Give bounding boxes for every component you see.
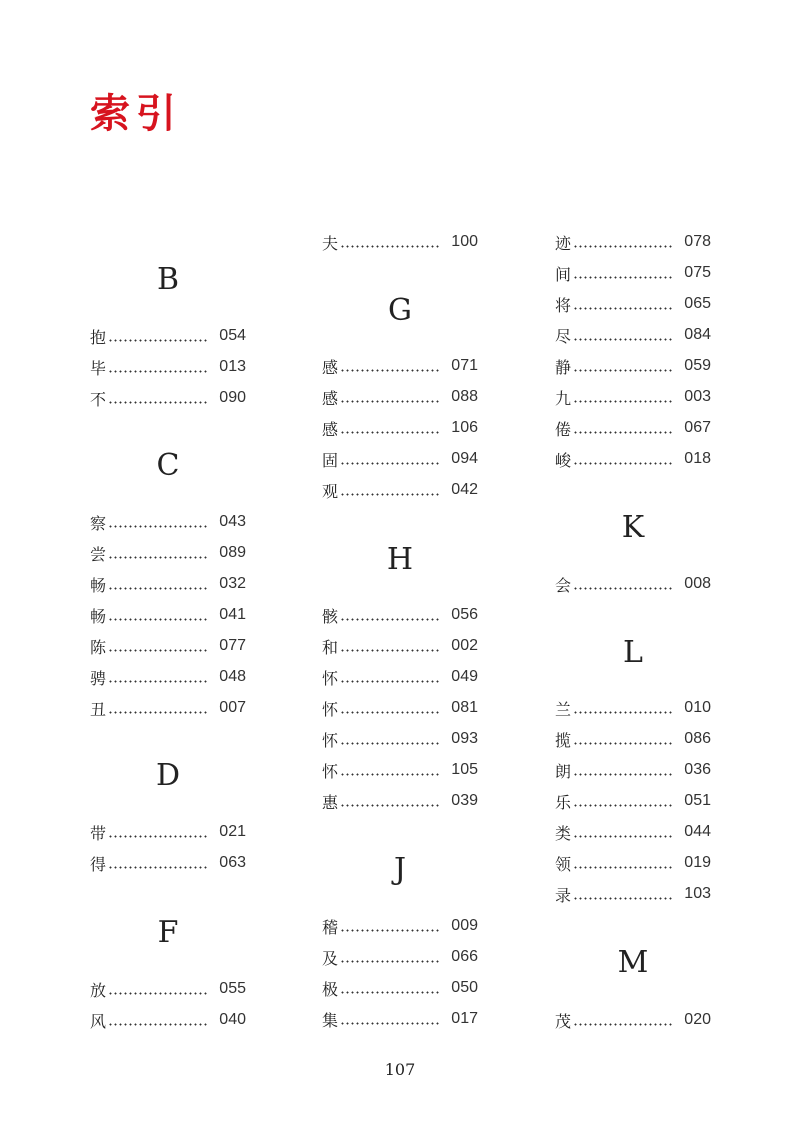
dot-leader — [573, 866, 672, 869]
entry-page-number: 065 — [684, 295, 711, 312]
entry-character: 尽 — [555, 326, 572, 346]
dot-leader — [573, 773, 672, 776]
index-entry — [555, 697, 711, 719]
entry-page-number: 007 — [219, 699, 246, 716]
entry-page-number: 041 — [219, 606, 246, 623]
index-entry — [322, 728, 478, 750]
entry-character: 及 — [322, 948, 339, 968]
entry-page-number: 055 — [219, 980, 246, 997]
dot-leader — [108, 525, 207, 528]
index-entry — [322, 977, 478, 999]
entry-page-number: 084 — [684, 326, 711, 343]
entry-character: 录 — [555, 885, 572, 905]
entry-character: 风 — [90, 1011, 107, 1031]
dot-leader — [108, 1023, 207, 1026]
entry-page-number: 050 — [451, 979, 478, 996]
dot-leader — [108, 556, 207, 559]
entry-page-number: 020 — [684, 1011, 711, 1028]
dot-leader — [108, 339, 207, 342]
section-letter: D — [155, 758, 181, 793]
dot-leader — [573, 307, 672, 310]
entry-character: 会 — [555, 575, 572, 595]
entry-character: 集 — [322, 1010, 339, 1030]
entry-page-number: 094 — [451, 450, 478, 467]
dot-leader — [573, 338, 672, 341]
entry-character: 固 — [322, 450, 339, 470]
entry-page-number: 093 — [451, 730, 478, 747]
entry-page-number: 013 — [219, 358, 246, 375]
section-letter: M — [617, 945, 649, 980]
entry-character: 感 — [322, 388, 339, 408]
entry-character: 怀 — [322, 699, 339, 719]
dot-leader — [108, 370, 207, 373]
entry-page-number: 010 — [684, 699, 711, 716]
section-letter: L — [623, 635, 643, 670]
entry-page-number: 088 — [451, 388, 478, 405]
dot-leader — [108, 680, 207, 683]
dot-leader — [340, 618, 439, 621]
index-entry — [90, 356, 246, 378]
entry-page-number: 032 — [219, 575, 246, 592]
section-letter: G — [388, 293, 412, 328]
dot-leader — [340, 462, 439, 465]
entry-page-number: 003 — [684, 388, 711, 405]
index-entry — [555, 852, 711, 874]
index-entry — [90, 387, 246, 409]
entry-character: 揽 — [555, 730, 572, 750]
dot-leader — [108, 866, 207, 869]
entry-page-number: 103 — [684, 885, 711, 902]
index-entry — [90, 511, 246, 533]
entry-page-number: 039 — [451, 792, 478, 809]
entry-character: 领 — [555, 854, 572, 874]
section-letter: B — [156, 262, 180, 297]
dot-leader — [573, 245, 672, 248]
dot-leader — [573, 462, 672, 465]
index-entry — [555, 324, 711, 346]
entry-page-number: 106 — [451, 419, 478, 436]
page-number: 107 — [384, 1060, 416, 1079]
dot-leader — [573, 587, 672, 590]
index-entry — [555, 262, 711, 284]
entry-page-number: 021 — [219, 823, 246, 840]
dot-leader — [573, 276, 672, 279]
entry-character: 毕 — [90, 358, 107, 378]
entry-character: 感 — [322, 357, 339, 377]
index-entry — [322, 790, 478, 812]
dot-leader — [108, 618, 207, 621]
index-entry — [90, 666, 246, 688]
entry-page-number: 056 — [451, 606, 478, 623]
section-letter: J — [393, 852, 407, 887]
index-entry — [322, 635, 478, 657]
index-entry — [322, 417, 478, 439]
entry-page-number: 017 — [451, 1010, 478, 1027]
index-entry — [555, 728, 711, 750]
entry-character: 带 — [90, 823, 107, 843]
entry-page-number: 105 — [451, 761, 478, 778]
dot-leader — [340, 1022, 439, 1025]
entry-character: 乐 — [555, 792, 572, 812]
entry-page-number: 066 — [451, 948, 478, 965]
dot-leader — [108, 835, 207, 838]
dot-leader — [340, 245, 439, 248]
index-entry — [90, 542, 246, 564]
entry-character: 丑 — [90, 699, 107, 719]
index-entry — [90, 604, 246, 626]
dot-leader — [573, 897, 672, 900]
index-entry — [322, 1008, 478, 1030]
entry-page-number: 067 — [684, 419, 711, 436]
entry-character: 静 — [555, 357, 572, 377]
entry-page-number: 036 — [684, 761, 711, 778]
index-entry — [322, 759, 478, 781]
dot-leader — [108, 992, 207, 995]
index-entry — [555, 790, 711, 812]
index-entry — [322, 697, 478, 719]
index-entry — [90, 635, 246, 657]
dot-leader — [108, 401, 207, 404]
entry-page-number: 054 — [219, 327, 246, 344]
index-entry — [90, 697, 246, 719]
dot-leader — [573, 431, 672, 434]
entry-character: 茂 — [555, 1011, 572, 1031]
dot-leader — [573, 835, 672, 838]
entry-character: 极 — [322, 979, 339, 999]
entry-character: 朗 — [555, 761, 572, 781]
index-entry — [555, 573, 711, 595]
entry-page-number: 049 — [451, 668, 478, 685]
dot-leader — [340, 991, 439, 994]
dot-leader — [340, 804, 439, 807]
index-entry — [90, 325, 246, 347]
entry-character: 类 — [555, 823, 572, 843]
entry-character: 怀 — [322, 730, 339, 750]
entry-page-number: 090 — [219, 389, 246, 406]
index-entry — [555, 448, 711, 470]
index-entry — [322, 231, 478, 253]
dot-leader — [340, 742, 439, 745]
section-letter: F — [157, 915, 179, 950]
entry-character: 陈 — [90, 637, 107, 657]
entry-page-number: 048 — [219, 668, 246, 685]
index-entry — [90, 1009, 246, 1031]
entry-page-number: 071 — [451, 357, 478, 374]
entry-page-number: 063 — [219, 854, 246, 871]
index-entry — [322, 946, 478, 968]
entry-page-number: 009 — [451, 917, 478, 934]
entry-page-number: 040 — [219, 1011, 246, 1028]
entry-page-number: 051 — [684, 792, 711, 809]
entry-character: 放 — [90, 980, 107, 1000]
entry-character: 怀 — [322, 668, 339, 688]
entry-character: 稽 — [322, 917, 339, 937]
index-entry — [555, 883, 711, 905]
dot-leader — [573, 369, 672, 372]
entry-page-number: 018 — [684, 450, 711, 467]
entry-character: 夫 — [322, 233, 339, 253]
entry-character: 九 — [555, 388, 572, 408]
entry-character: 畅 — [90, 606, 107, 626]
dot-leader — [573, 804, 672, 807]
entry-character: 察 — [90, 513, 107, 533]
dot-leader — [340, 773, 439, 776]
entry-character: 峻 — [555, 450, 572, 470]
entry-character: 畅 — [90, 575, 107, 595]
entry-character: 迹 — [555, 233, 572, 253]
index-entry — [555, 1009, 711, 1031]
index-entry — [555, 231, 711, 253]
entry-character: 抱 — [90, 327, 107, 347]
dot-leader — [573, 400, 672, 403]
entry-page-number: 042 — [451, 481, 478, 498]
entry-character: 骋 — [90, 668, 107, 688]
index-entry — [555, 355, 711, 377]
entry-character: 和 — [322, 637, 339, 657]
entry-page-number: 086 — [684, 730, 711, 747]
index-entry — [322, 448, 478, 470]
entry-character: 骸 — [322, 606, 339, 626]
index-entry — [322, 479, 478, 501]
dot-leader — [573, 711, 672, 714]
entry-character: 兰 — [555, 699, 572, 719]
dot-leader — [340, 493, 439, 496]
dot-leader — [340, 431, 439, 434]
index-entry — [322, 386, 478, 408]
entry-page-number: 078 — [684, 233, 711, 250]
entry-character: 得 — [90, 854, 107, 874]
index-entry — [555, 821, 711, 843]
entry-character: 感 — [322, 419, 339, 439]
dot-leader — [573, 742, 672, 745]
index-entry — [90, 821, 246, 843]
entry-character: 尝 — [90, 544, 107, 564]
index-entry — [90, 978, 246, 1000]
entry-page-number: 100 — [451, 233, 478, 250]
entry-page-number: 089 — [219, 544, 246, 561]
entry-page-number: 044 — [684, 823, 711, 840]
index-entry — [322, 604, 478, 626]
dot-leader — [340, 400, 439, 403]
entry-character: 怀 — [322, 761, 339, 781]
entry-page-number: 019 — [684, 854, 711, 871]
dot-leader — [108, 649, 207, 652]
dot-leader — [573, 1023, 672, 1026]
page-title: 索引 — [90, 91, 182, 137]
entry-character: 惠 — [322, 792, 339, 812]
index-entry — [90, 573, 246, 595]
dot-leader — [340, 960, 439, 963]
index-entry — [555, 417, 711, 439]
entry-page-number: 081 — [451, 699, 478, 716]
index-entry — [555, 759, 711, 781]
index-entry — [322, 355, 478, 377]
index-entry — [555, 386, 711, 408]
dot-leader — [340, 680, 439, 683]
dot-leader — [108, 587, 207, 590]
section-letter: C — [156, 448, 180, 483]
entry-page-number: 008 — [684, 575, 711, 592]
index-entry — [90, 852, 246, 874]
dot-leader — [340, 649, 439, 652]
entry-character: 间 — [555, 264, 572, 284]
entry-page-number: 059 — [684, 357, 711, 374]
section-letter: H — [386, 542, 414, 577]
entry-page-number: 075 — [684, 264, 711, 281]
index-entry — [555, 293, 711, 315]
entry-character: 观 — [322, 481, 339, 501]
entry-page-number: 043 — [219, 513, 246, 530]
index-entry — [322, 666, 478, 688]
entry-page-number: 077 — [219, 637, 246, 654]
entry-character: 将 — [555, 295, 572, 315]
dot-leader — [108, 711, 207, 714]
entry-character: 不 — [90, 389, 107, 409]
index-entry — [322, 915, 478, 937]
dot-leader — [340, 711, 439, 714]
dot-leader — [340, 369, 439, 372]
entry-page-number: 002 — [451, 637, 478, 654]
dot-leader — [340, 929, 439, 932]
entry-character: 倦 — [555, 419, 572, 439]
section-letter: K — [621, 510, 645, 545]
